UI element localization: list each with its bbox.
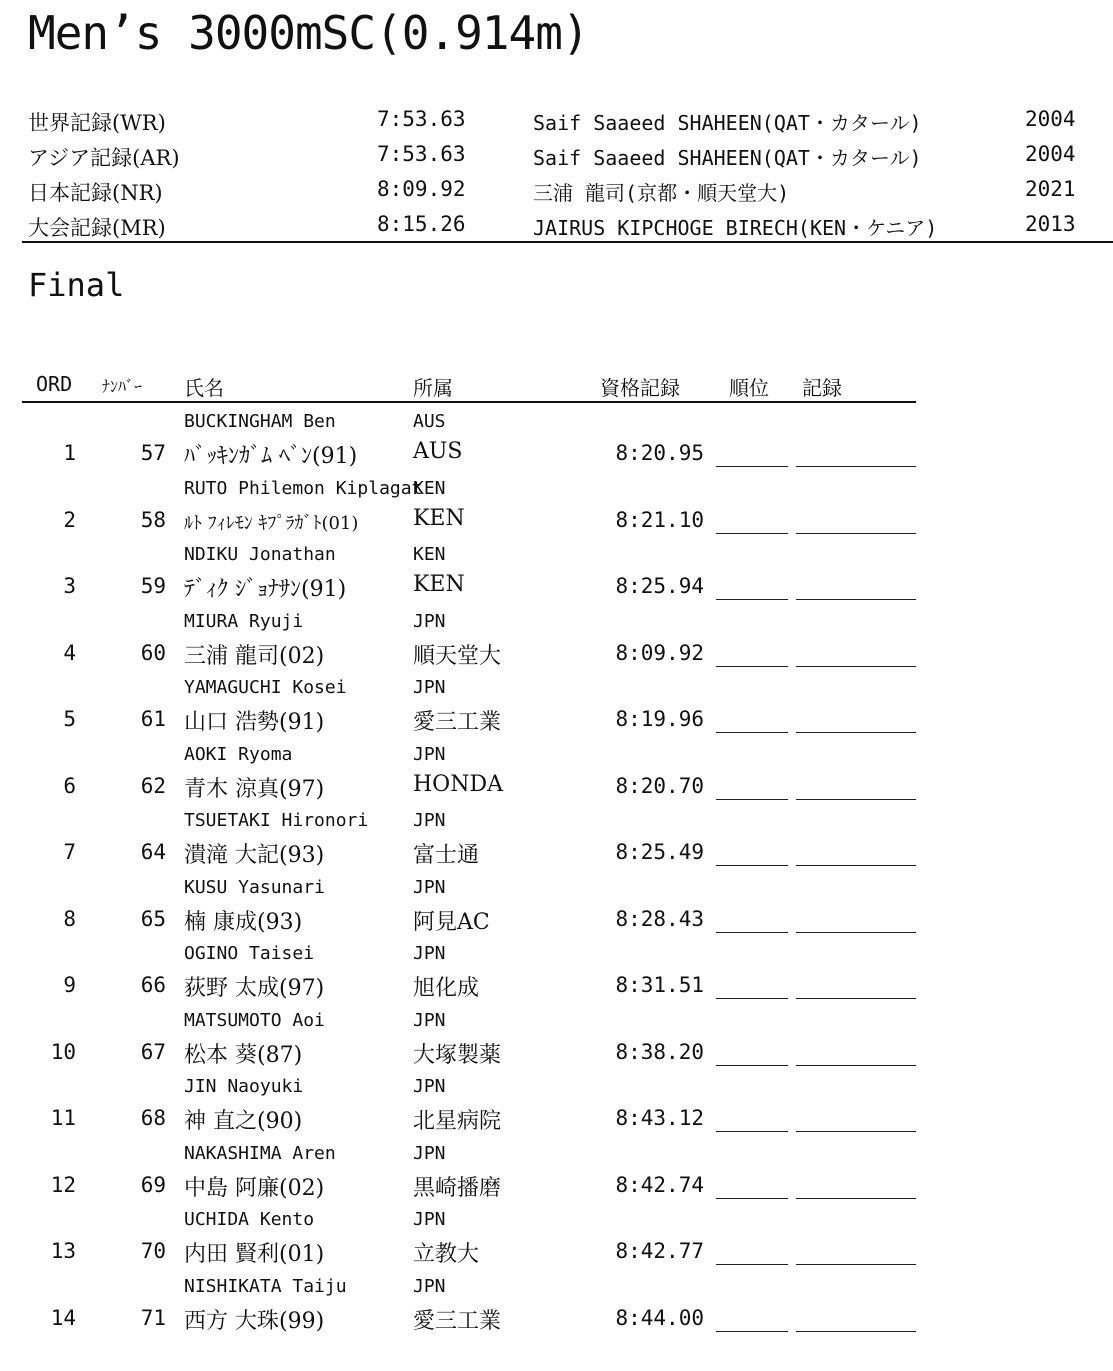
athlete-country-code: JPN — [413, 943, 446, 964]
row-order: 2 — [63, 507, 76, 532]
athlete-name: 青木 涼真(97) — [184, 776, 325, 802]
record-time: 8:09.92 — [377, 177, 466, 201]
athlete-romanized-name: YAMAGUCHI Kosei — [184, 677, 347, 698]
row-order: 10 — [50, 1039, 76, 1064]
bib-number: 61 — [140, 707, 166, 731]
athlete-country-code: JPN — [413, 810, 446, 831]
athlete-romanized-name: NISHIKATA Taiju — [184, 1275, 347, 1297]
qualifying-mark: 8:42.77 — [615, 1239, 704, 1263]
athlete-name: ﾊﾞｯｷﾝｶﾞﾑ ﾍﾞﾝ(91) — [184, 444, 358, 469]
row-order: 12 — [50, 1172, 76, 1197]
table-row — [0, 1207, 930, 1274]
place-blank-line — [716, 533, 788, 534]
athlete-affiliation: 順天堂大 — [413, 643, 502, 669]
athlete-romanized-name: MIURA Ryuji — [184, 610, 304, 632]
athlete-romanized-name: RUTO Philemon Kiplagat — [184, 477, 423, 499]
results-table-body — [0, 409, 930, 1340]
row-order: 9 — [63, 973, 76, 997]
qualifying-mark: 8:44.00 — [615, 1305, 704, 1330]
place-blank-line — [716, 1131, 788, 1132]
place-blank-line — [716, 932, 788, 933]
qualifying-mark: 8:09.92 — [615, 640, 704, 665]
header-place: 順位 — [729, 376, 769, 400]
record-year: 2004 — [1025, 107, 1076, 131]
place-blank-line — [716, 666, 788, 667]
athlete-affiliation: 大塚製薬 — [413, 1042, 502, 1068]
athlete-affiliation: 富士通 — [413, 843, 480, 868]
section-title: Final — [28, 266, 125, 304]
athlete-romanized-name: AOKI Ryoma — [184, 743, 293, 765]
athlete-romanized-name: OGINO Taisei — [184, 943, 315, 964]
result-blank-line — [796, 533, 916, 534]
bib-number: 58 — [140, 507, 166, 532]
row-order: 6 — [63, 773, 76, 798]
place-blank-line — [716, 599, 788, 600]
results-table-header — [0, 372, 930, 402]
qualifying-mark: 8:20.70 — [615, 773, 704, 798]
athlete-name: 西方 大珠(99) — [184, 1308, 325, 1334]
place-blank-line — [716, 466, 788, 467]
qualifying-mark: 8:25.49 — [615, 840, 704, 864]
place-blank-line — [716, 1264, 788, 1265]
qualifying-mark: 8:25.94 — [615, 574, 704, 598]
records-divider — [22, 241, 1113, 243]
row-order: 4 — [63, 640, 76, 665]
bib-number: 65 — [140, 906, 166, 931]
athlete-romanized-name: UCHIDA Kento — [184, 1209, 315, 1230]
bib-number: 68 — [140, 1106, 166, 1130]
result-blank-line — [796, 1264, 916, 1265]
bib-number: 66 — [140, 973, 166, 997]
bib-number: 60 — [140, 640, 166, 665]
record-holder: Saif Saaeed SHAHEEN(QAT・カタール) — [533, 111, 922, 135]
result-blank-line — [796, 466, 916, 467]
record-label: 日本記録(NR) — [28, 181, 163, 205]
qualifying-mark: 8:31.51 — [615, 973, 704, 997]
bib-number: 64 — [140, 840, 166, 864]
athlete-name: 神 直之(90) — [184, 1109, 303, 1134]
bib-number: 70 — [140, 1239, 166, 1263]
athlete-name: 楠 康成(93) — [184, 909, 303, 935]
qualifying-mark: 8:43.12 — [615, 1106, 704, 1130]
qualifying-mark: 8:38.20 — [615, 1039, 704, 1064]
row-order: 11 — [50, 1106, 76, 1130]
athlete-name: 松本 葵(87) — [184, 1042, 303, 1068]
athlete-country-code: JPN — [413, 1209, 446, 1230]
athlete-affiliation: AUS — [413, 439, 463, 464]
result-blank-line — [796, 1065, 916, 1066]
place-blank-line — [716, 865, 788, 866]
athlete-country-code: JPN — [413, 1009, 446, 1031]
header-number: ﾅﾝﾊﾞｰ — [102, 377, 143, 396]
place-blank-line — [716, 1331, 788, 1332]
athlete-country-code: JPN — [413, 1275, 446, 1297]
athlete-romanized-name: NDIKU Jonathan — [184, 544, 336, 565]
table-row — [0, 476, 930, 543]
athlete-affiliation: 阿見AC — [413, 909, 490, 935]
bib-number: 62 — [140, 773, 166, 798]
table-row — [0, 1274, 930, 1341]
row-order: 5 — [63, 707, 76, 731]
bib-number: 57 — [140, 441, 166, 465]
table-row — [0, 542, 930, 609]
table-row — [0, 609, 930, 676]
athlete-name: 山口 浩勢(91) — [184, 710, 325, 735]
record-row — [0, 173, 1113, 208]
record-row — [0, 208, 1113, 243]
bib-number: 71 — [140, 1305, 166, 1330]
athlete-name: 内田 賢利(01) — [184, 1242, 325, 1267]
athlete-affiliation: 愛三工業 — [413, 1308, 502, 1334]
athlete-country-code: JPN — [413, 876, 446, 898]
record-holder: JAIRUS KIPCHOGE BIRECH(KEN・ケニア) — [533, 216, 938, 240]
athlete-name: ﾙﾄ ﾌｨﾚﾓﾝ ｷﾌﾟﾗｶﾞﾄ(01) — [184, 512, 359, 534]
athlete-romanized-name: NAKASHIMA Aren — [184, 1142, 336, 1164]
athlete-country-code: JPN — [413, 1076, 446, 1097]
athlete-affiliation: KEN — [413, 572, 465, 597]
record-row — [0, 138, 1113, 173]
table-row — [0, 409, 930, 476]
athlete-country-code: JPN — [413, 743, 446, 765]
record-time: 7:53.63 — [377, 107, 466, 131]
result-blank-line — [796, 865, 916, 866]
result-blank-line — [796, 732, 916, 733]
table-row — [0, 1141, 930, 1208]
record-time: 7:53.63 — [377, 142, 466, 166]
header-qualifying: 資格記録 — [600, 376, 680, 400]
row-order: 1 — [63, 441, 76, 465]
bib-number: 67 — [140, 1039, 166, 1064]
record-year: 2004 — [1025, 142, 1076, 166]
result-blank-line — [796, 799, 916, 800]
athlete-name: ﾃﾞｨｸ ｼﾞｮﾅｻﾝ(91) — [184, 577, 347, 602]
record-time: 8:15.26 — [377, 212, 466, 236]
place-blank-line — [716, 799, 788, 800]
place-blank-line — [716, 1065, 788, 1066]
row-order: 14 — [50, 1305, 76, 1330]
bib-number: 69 — [140, 1172, 166, 1197]
athlete-affiliation: 北星病院 — [413, 1109, 502, 1134]
place-blank-line — [716, 732, 788, 733]
table-row — [0, 808, 930, 875]
athlete-romanized-name: MATSUMOTO Aoi — [184, 1009, 325, 1031]
result-blank-line — [796, 599, 916, 600]
athlete-affiliation: KEN — [413, 505, 465, 531]
header-name: 氏名 — [184, 376, 224, 400]
record-holder: Saif Saaeed SHAHEEN(QAT・カタール) — [533, 146, 922, 170]
header-ord: ORD — [36, 372, 73, 396]
athlete-affiliation: HONDA — [413, 771, 503, 797]
record-holder: 三浦 龍司(京都・順天堂大) — [533, 181, 790, 205]
athlete-affiliation: 立教大 — [413, 1242, 480, 1267]
athlete-romanized-name: TSUETAKI Hironori — [184, 810, 369, 831]
place-blank-line — [716, 998, 788, 999]
qualifying-mark: 8:21.10 — [615, 507, 704, 532]
header-affiliation: 所属 — [413, 376, 453, 400]
result-blank-line — [796, 1131, 916, 1132]
table-row — [0, 875, 930, 942]
athlete-country-code: JPN — [413, 1142, 446, 1164]
athlete-romanized-name: BUCKINGHAM Ben — [184, 411, 336, 432]
row-order: 8 — [63, 906, 76, 931]
athlete-name: 中島 阿廉(02) — [184, 1175, 325, 1201]
table-row — [0, 1074, 930, 1141]
athlete-country-code: JPN — [413, 677, 446, 698]
header-result: 記録 — [802, 376, 842, 400]
result-blank-line — [796, 932, 916, 933]
athlete-affiliation: 黒崎播磨 — [413, 1175, 502, 1201]
result-blank-line — [796, 666, 916, 667]
header-divider — [22, 401, 916, 403]
record-year: 2021 — [1025, 177, 1076, 201]
athlete-romanized-name: JIN Naoyuki — [184, 1076, 304, 1097]
result-blank-line — [796, 1331, 916, 1332]
qualifying-mark: 8:20.95 — [615, 441, 704, 465]
row-order: 7 — [63, 840, 76, 864]
record-label: 大会記録(MR) — [28, 216, 166, 240]
qualifying-mark: 8:28.43 — [615, 906, 704, 931]
athlete-country-code: KEN — [413, 477, 446, 499]
athlete-country-code: JPN — [413, 610, 446, 632]
athlete-country-code: AUS — [413, 411, 446, 432]
athlete-affiliation: 愛三工業 — [413, 710, 502, 735]
row-order: 13 — [50, 1239, 76, 1263]
record-label: 世界記録(WR) — [28, 111, 166, 135]
table-row — [0, 1008, 930, 1075]
bib-number: 59 — [140, 574, 166, 598]
athlete-name: 三浦 龍司(02) — [184, 643, 325, 669]
athlete-country-code: KEN — [413, 544, 446, 565]
athlete-affiliation: 旭化成 — [413, 976, 480, 1001]
record-row — [0, 103, 1113, 138]
record-year: 2013 — [1025, 212, 1076, 236]
athlete-name: 潰滝 大記(93) — [184, 843, 325, 868]
table-row — [0, 941, 930, 1008]
qualifying-mark: 8:19.96 — [615, 707, 704, 731]
table-row — [0, 742, 930, 809]
page-title: Men’s 3000mSC(0.914m) — [28, 6, 589, 60]
result-blank-line — [796, 998, 916, 999]
record-label: アジア記録(AR) — [28, 146, 180, 170]
athlete-romanized-name: KUSU Yasunari — [184, 876, 325, 898]
result-blank-line — [796, 1198, 916, 1199]
row-order: 3 — [63, 574, 76, 598]
athlete-name: 荻野 太成(97) — [184, 976, 325, 1001]
records-table — [0, 103, 1113, 243]
place-blank-line — [716, 1198, 788, 1199]
qualifying-mark: 8:42.74 — [615, 1172, 704, 1197]
table-row — [0, 675, 930, 742]
